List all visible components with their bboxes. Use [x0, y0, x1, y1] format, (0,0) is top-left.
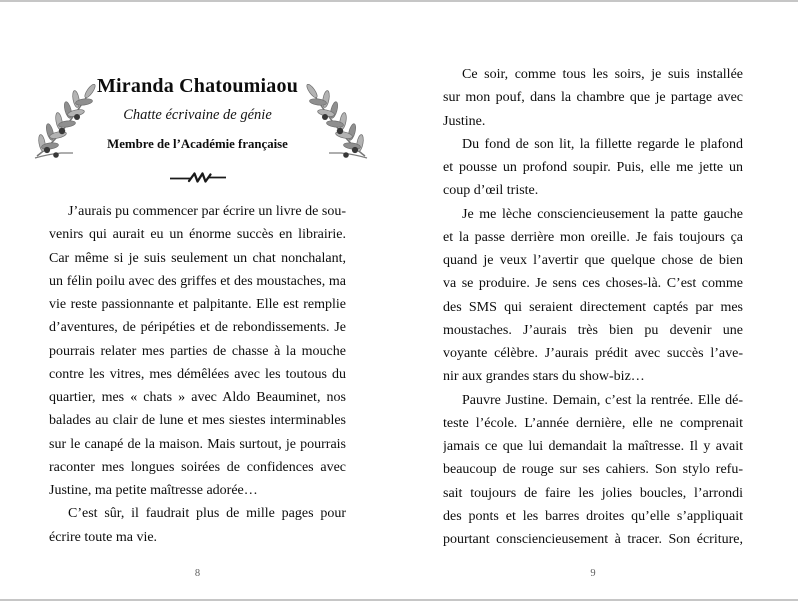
- text-line: Du fond de son lit, la fillette regarde le plafond: [462, 136, 743, 152]
- squiggle-divider-icon: [49, 170, 346, 190]
- text-line: moustaches. J’aurais très bien pu devenir une: [443, 322, 743, 338]
- text-line: sur mon pouf, dans la chambre que je partage avec: [443, 90, 743, 106]
- text-line: sait toujours de faire les jolies boucles, l’arrondi: [443, 485, 743, 501]
- text-line: sur le canapé de la maison. Mais surtout, je pourrais: [49, 436, 346, 452]
- text-line: des ponts et les barres droites qu’elle s’appliquait: [443, 508, 743, 524]
- right-page: [399, 0, 798, 601]
- text-line: raconter mes longues soirées de confidences avec: [49, 459, 346, 475]
- text-line: Ce soir, comme tous les soirs, je suis installée: [462, 67, 743, 82]
- author-affiliation: Membre de l’Académie française: [107, 137, 288, 151]
- text-line: Pauvre Justine. Demain, c’est la rentrée. Elle dé-: [462, 392, 743, 408]
- text-line: va se produire. Je sens ces choses-là. C’est comme: [443, 276, 743, 292]
- text-line: jamais ce que lui demandait la maîtresse. Il y avait: [443, 439, 743, 454]
- text-line: et pousse un profond soupir. Puis, elle me jette un: [443, 160, 743, 175]
- text-line: Je me lèche consciencieusement la patte gauche: [462, 206, 743, 222]
- left-page-number: 8: [194, 568, 201, 579]
- text-line: contre les vitres, mes démêlées avec les toutous du: [49, 366, 346, 382]
- text-line: Justine.: [443, 113, 486, 129]
- text-line: balades au clair de lune et mes siestes interminables: [49, 413, 346, 429]
- text-line: d’aventures, de péripéties et de rebondissements. Je: [49, 320, 346, 336]
- left-page-text: [49, 200, 346, 549]
- text-line: beaucoup de rouge sur ses cahiers. Son stylo refu-: [443, 462, 743, 478]
- text-line: nir aux grandes stars du show-biz…: [443, 369, 645, 385]
- author-name: Miranda Chatoumiaou: [96, 75, 299, 97]
- text-line: des SMS qui seraient directement captés par mes: [443, 299, 743, 315]
- text-line: pourtant consciencieusement à tracer. Son écriture,: [443, 532, 743, 547]
- text-line: pourrais relater mes parties de chasse à la mouche: [49, 343, 346, 359]
- text-line: Car même si je suis seulement un chat nonchalant,: [49, 250, 346, 266]
- text-line: teste l’école. L’année dernière, elle ne comprenait: [443, 415, 743, 431]
- text-line: un félin poilu avec des griffes et des moustaches, ma: [49, 273, 346, 289]
- text-line: venirs qui aurait eu un énorme succès en librairie.: [49, 227, 346, 243]
- text-line: coup d’œil triste.: [443, 183, 539, 199]
- text-line: quand je veux l’avertir que quelque chose de bien: [443, 253, 743, 268]
- text-line: et la passe derrière mon oreille. Je fais toujours ça: [443, 229, 743, 245]
- text-line: voyante célèbre. J’aurais prédit avec succès l’ave-: [443, 346, 743, 361]
- text-line: écrire toute ma vie.: [49, 529, 158, 545]
- text-line: J’aurais pu commencer par écrire un livre de sou-: [68, 204, 346, 219]
- chapter-header: [49, 75, 346, 152]
- text-line: quartier, mes « chats » avec Aldo Beauminet, nos: [49, 390, 346, 405]
- text-line: C’est sûr, il faudrait plus de mille pages pour: [68, 506, 346, 522]
- text-line: vie reste passionnante et palpitante. Elle est remplie: [49, 297, 346, 312]
- right-page-text: [443, 63, 743, 551]
- right-page-number: 9: [590, 568, 596, 579]
- text-line: Justine, ma petite maîtresse adorée…: [49, 483, 258, 498]
- author-subtitle: Chatte écrivaine de génie: [123, 107, 272, 123]
